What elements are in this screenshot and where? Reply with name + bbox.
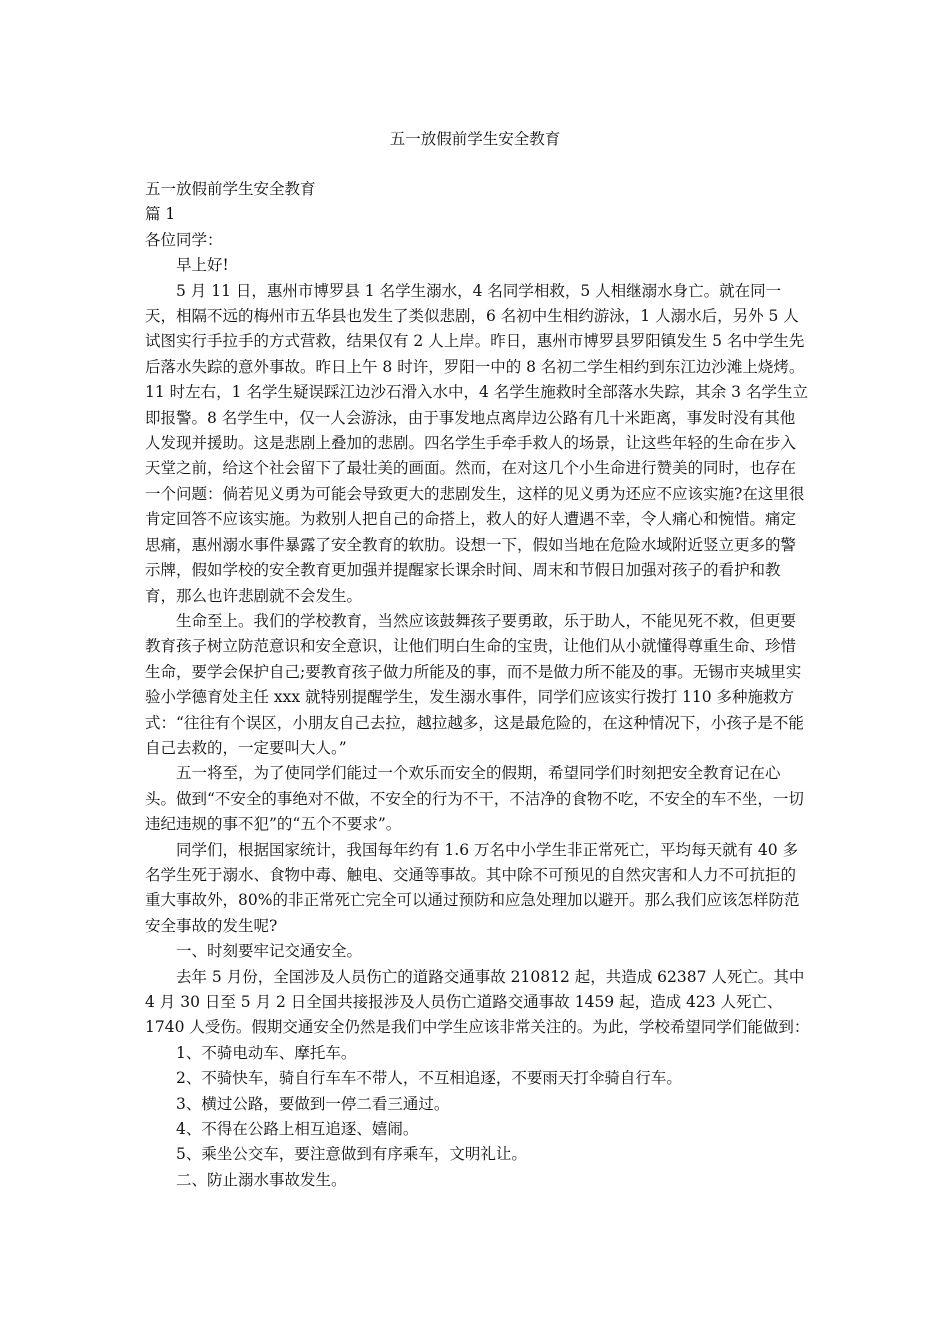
section-label: 篇 1 <box>145 205 176 224</box>
document-title: 五一放假前学生安全教育 <box>389 130 561 148</box>
list-item: 2、不骑快车，骑自行车车不带人，不互相追逐，不要雨天打伞骑自行车。 <box>176 1069 682 1088</box>
document-subtitle: 五一放假前学生安全教育 <box>145 180 316 198</box>
list-item: 5、乘坐公交车，要注意做到有序乘车，文明礼让。 <box>176 1145 527 1164</box>
list-item: 3、横过公路，要做到一停二看三通过。 <box>176 1094 450 1113</box>
list-item: 4、不得在公路上相互追逐、嬉闹。 <box>176 1120 419 1139</box>
heading-traffic-safety: 一、时刻要牢记交通安全。 <box>176 942 363 961</box>
heading-drowning-prevention: 二、防止溺水事故发生。 <box>176 1170 347 1189</box>
list-item: 1、不骑电动车、摩托车。 <box>176 1043 357 1062</box>
paragraph-may-day: 五一将至，为了使同学们能过一个欢乐而安全的假期，希望同学们时刻把安全教育记在心头。做到“不安全的事绝对不做，不安全的行为不干，不洁净的食物不吃，不安全的车不坐，一切违纪违规的事不犯”的“五个不要求”。 <box>145 764 804 834</box>
paragraph-life-first: 生命至上。我们的学校教育，当然应该鼓舞孩子要勇敢，乐于助人，不能见死不救，但更要教育孩子树立防范意识和安全意识，让他们明白生命的宝贵，让他们从小就懂得尊重生命、珍惜生命，要学会保护自己;要教育孩子做力所能及的事，而不是做力所不能及的事。无锡市夹城里实验小学德育处主任 xxx 就特别提醒学生，发生溺水事件，同学们应该实行拨打 110 多种施救方式：“往往有个误区，小朋友自己去拉，越拉越多，这是最危险的，在这种情况下，小孩子是不能自己去救的，一定要叫大人。” <box>145 611 804 757</box>
paragraph-traffic-data: 去年 5 月份，全国涉及人员伤亡的道路交通事故 210812 起，共造成 62387 人死亡。其中 4 月 30 日至 5 月 2 日全国共接报涉及人员伤亡道路交通事故 1459 起，造成 423 人死亡、1740 人受伤。假期交通安全仍然是我们中学生应该非常关注的。为此，学校希望同学们能做到： <box>145 967 810 1037</box>
paragraph-drowning-incident: 5 月 11 日，惠州市博罗县 1 名学生溺水，4 名同学相救，5 人相继溺水身亡。就在同一天，相隔不远的梅州市五华县也发生了类似悲剧，6 名初中生相约游泳，1 人溺水后，另外 5 人试图实行手拉手的方式营救，结果仅有 2 人上岸。昨日，惠州市博罗县罗阳镇发生 5 名中学生先后落水失踪的意外事故。昨日上午 8 时许，罗阳一中的 8 名初二学生相约到东江边沙滩上烧烤。11 时左右，1 名学生疑误踩江边沙石滑入水中，4 名学生施救时全部落水失踪，其余 3 名学生立即报警。8 名学生中，仅一人会游泳，由于事发地点离岸边公路有几十米距离，事发时没有其他人发现并援助。这是悲剧上叠加的悲剧。四名学生手牵手救人的场景，让这些年轻的生命在步入天堂之前，给这个社会留下了最壮美的画面。然而，在对这几个小生命进行赞美的同时，也存在一个问题：倘若见义勇为可能会导致更大的悲剧发生，这样的见义勇为还应不应该实施?在这里很肯定回答不应该实施。为救别人把自己的命搭上，救人的好人遭遇不幸，令人痛心和惋惜。痛定思痛，惠州溺水事件暴露了安全教育的软肋。设想一下，假如当地在危险水域附近竖立更多的警示牌，假如学校的安全教育更加强并提醒家长课余时间、周末和节假日加强对孩子的看护和教育，那么也许悲剧就不会发生。 <box>145 281 808 605</box>
document-body <box>145 177 810 1193</box>
paragraph-statistics: 同学们，根据国家统计，我国每年约有 1.6 万名中小学生非正常死亡，平均每天就有 40 多名学生死于溺水、食物中毒、触电、交通等事故。其中除不可预见的自然灾害和人力不可抗拒的重大事故外，80%的非正常死亡完全可以通过预防和应急处理加以避开。那么我们应该怎样防范安全事故的发生呢? <box>145 840 800 935</box>
morning-greeting: 早上好! <box>176 256 229 275</box>
greeting: 各位同学： <box>145 230 223 249</box>
